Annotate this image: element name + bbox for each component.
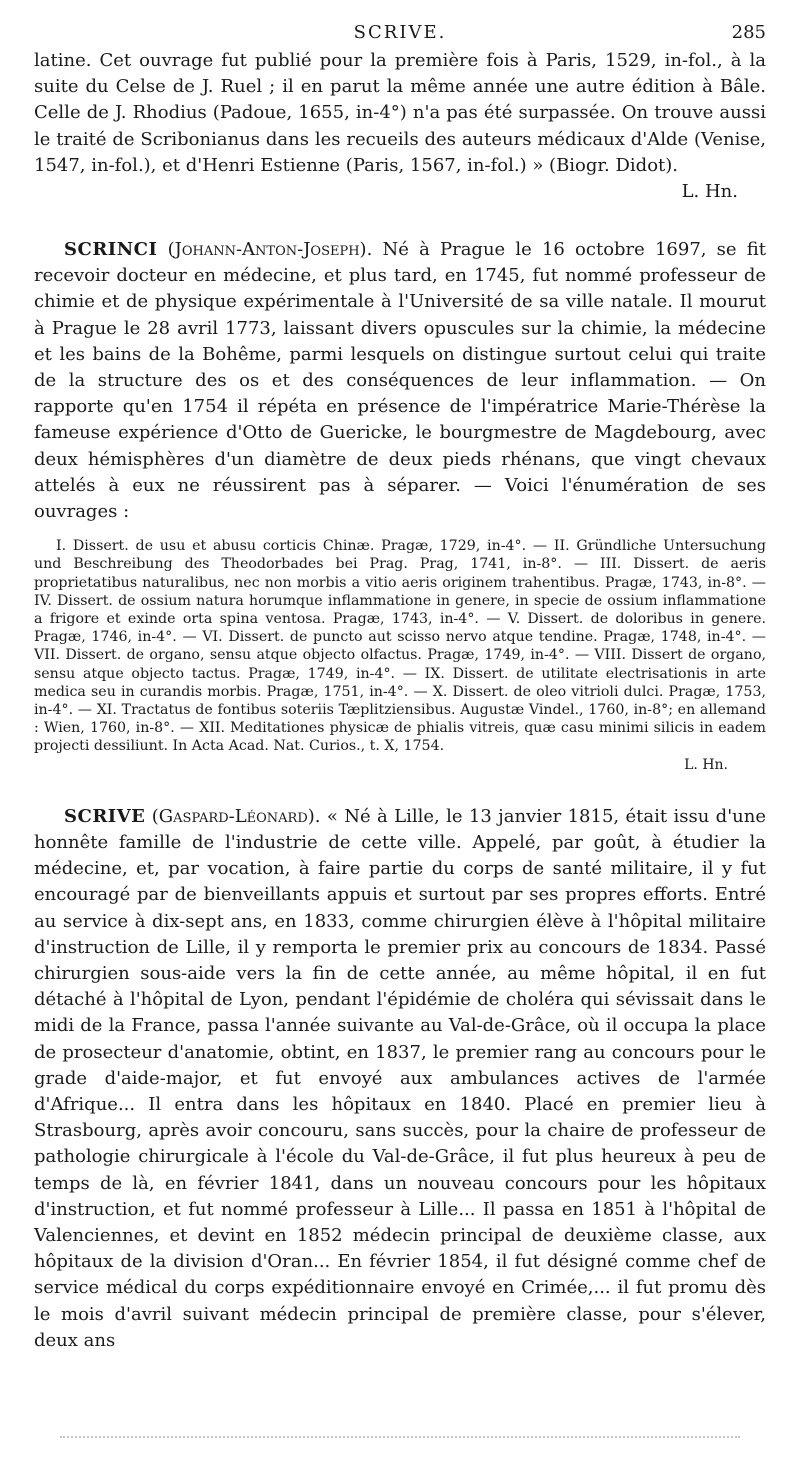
scrinci-entry [34, 237, 766, 525]
footer-scan-dots [60, 1436, 740, 1438]
scrinci-names: (Johann-Anton-Joseph). [167, 239, 373, 261]
continuation-signature: L. Hn. [681, 181, 738, 203]
scrinci-signature: L. Hn. [684, 756, 728, 773]
scrive-entry [34, 804, 766, 1354]
scrinci-headword: SCRINCI [64, 239, 158, 261]
running-header [34, 22, 766, 48]
dictionary-page [34, 22, 766, 1354]
scrinci-works-list [34, 537, 766, 755]
running-title: SCRIVE. [353, 22, 447, 43]
scrive-headword: SCRIVE [64, 805, 146, 827]
page-number: 285 [731, 22, 766, 43]
continuation-paragraph: latine. Cet ouvrage fut publié pour la première fois à Paris, 1529, in-fol., à la suite du Celse de J. Ruel ; il en parut la même année une autre édition à Bâle. Celle de J. Rhodius (Padoue, 1655, in-4°) n'a pas été surpassée. On trouve aussi le traité de Scribonianus dans les recueils des auteurs médicaux d'Alde (Venise, 1547, in-fol.), et d'Henri Estienne (Paris, 1567, in-fol.) » (Biogr. Didot). [34, 50, 766, 176]
scrive-names: (Gaspard-Léonard). [151, 805, 321, 827]
scrive-text: « Né à Lille, le 13 janvier 1815, était issu d'une honnête famille de l'industrie de cette ville. Appelé, par goût, à étudier la médecine, et, par vocation, à faire partie du corps de santé militaire, il y fut encouragé par de bienveillants appuis et surtout par ses propres efforts. Entré au service à dix-sept ans, en 1833, comme chirurgien élève à l'hôpital militaire d'instruction de Lille, il y remporta le premier prix au concours de 1834. Passé chirurgien sous-aide vers la fin de cette année, au même hôpital, il en fut détaché à l'hôpital de Lyon, pendant l'épidémie de choléra qui sévissait dans le midi de la France, passa l'année suivante au Val-de-Grâce, où il occupa la place de prosecteur d'anatomie, obtint, en 1837, le premier rang au concours pour le grade d'aide-major, et fut envoyé aux ambulances actives de l'armée d'Afrique... Il entra dans les hôpitaux en 1840. Placé en premier lieu à Strasbourg, après avoir concouru, sans succès, pour la chaire de professeur de pathologie chirurgicale à l'école du Val-de-Grâce, il fut plus heureux à peu de temps de là, en février 1841, dans un nouveau concours pour les hôpitaux d'instruction, et fut nommé professeur à Lille... Il passa en 1851 à l'hôpital de Valenciennes, et devint en 1852 médecin principal de deuxième classe, aux hôpitaux de la division d'Oran... En février 1854, il fut désigné comme chef de service médical du corps expéditionnaire envoyé en Crimée,... il fut promu dès le mois d'avril suivant médecin principal de première classe, pour s'élever, deux ans [34, 805, 766, 1351]
scrinci-works: I. Dissert. de usu et abusu corticis Chinæ. Pragæ, 1729, in-4°. — II. Gründliche Untersuchung und Beschreibung des Theodorbades bei Prag. Prag, 1741, in-8°. — III. Dissert. de aeris proprietatibus naturalibus, nec non morbis a vitio aeris originem trahentibus. Pragæ, 1743, in-8°. — IV. Dissert. de ossium natura horumque inflammatione in genere, in specie de ossium inflammatione a frigore et exinde orta spina ventosa. Pragæ, 1743, in-4°. — V. Dissert. de doloribus in genere. Pragæ, 1746, in-4°. — VI. Dissert. de puncto aut scisso nervo atque tendine. Pragæ, 1748, in-4°. — VII. Dissert. de organo, sensu atque objecto olfactus. Pragæ, 1749, in-4°. — VIII. Dissert de organo, sensu atque objecto tactus. Pragæ, 1749, in-4°. — IX. Dissert. de utilitate electrisationis in arte medica seu in curandis morbis. Pragæ, 1751, in-4°. — X. Dissert. de oleo vitrioli dulci. Pragæ, 1753, in-4°. — XI. Tractatus de fontibus soteriis Tæplitziensibus. Augustæ Vindel., 1760, in-8°; en allemand : Wien, 1760, in-8°. — XII. Meditationes physicæ de phialis vitreis, quæ casu minimi silicis in eadem projecti dessiliunt. In Acta Acad. Nat. Curios., t. X, 1754. [34, 538, 766, 755]
scrinci-text: Né à Prague le 16 octobre 1697, se fit recevoir docteur en médecine, et plus tard, en 1745, fut nommé professeur de chimie et de physique expérimentale à l'Université de sa ville natale. Il mourut à Prague le 28 avril 1773, laissant divers opuscules sur la chimie, la médecine et les bains de la Bohême, parmi lesquels on distingue surtout celui qui traite de la structure des os et des conséquences de leur inflammation. — On rapporte qu'en 1754 il répéta en présence de l'impératrice Marie-Thérèse la fameuse expérience d'Otto de Guericke, le bourgmestre de Magdebourg, avec deux hémisphères d'un diamètre de deux pieds rhénans, que vingt chevaux attelés à eux ne réussirent pas à séparer. — Voici l'énumération de ses ouvrages : [34, 239, 766, 523]
